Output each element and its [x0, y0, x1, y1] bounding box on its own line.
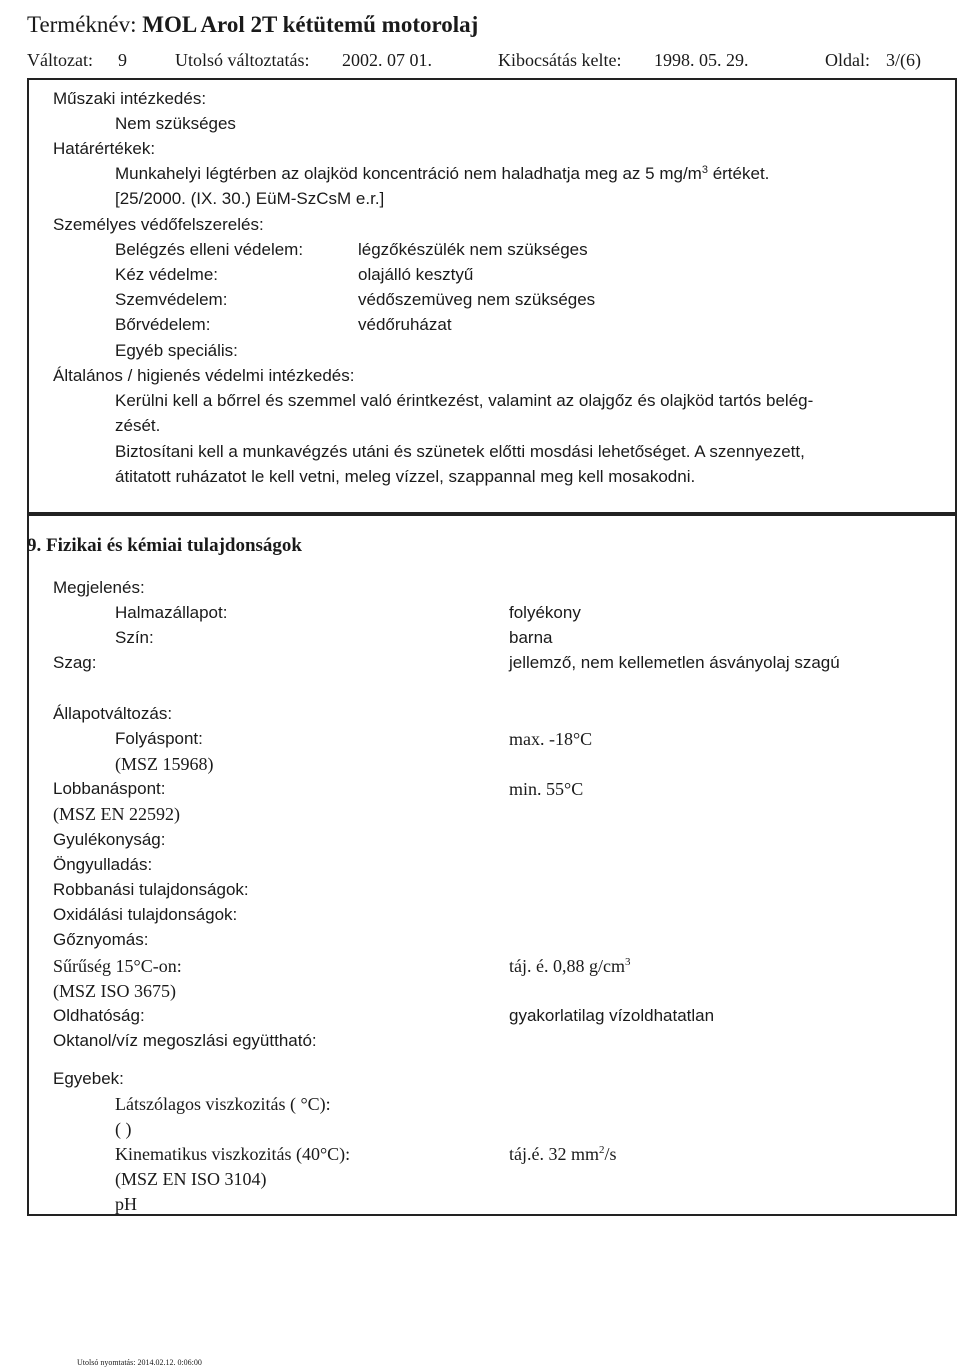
ppe-skin-value: védőruházat — [358, 315, 452, 334]
hygiene-line-4: átitatott ruházatot le kell vetni, meleg vízzel, szappannal meg kell mosakodni. — [115, 467, 696, 486]
issue-date-value: 1998. 05. 29. — [654, 50, 749, 70]
ppe-other-label: Egyéb speciális: — [115, 341, 238, 360]
ppe-eye-label: Szemvédelem: — [115, 290, 228, 309]
vapor-pressure-label: Gőznyomás: — [53, 930, 149, 949]
appearance-label: Megjelenés: — [53, 578, 145, 597]
ppe-skin-label: Bőrvédelem: — [115, 315, 211, 334]
ppe-eye-value: védőszemüveg nem szükséges — [358, 290, 596, 309]
density-unit-sup: 3 — [624, 956, 631, 968]
section9-title: 9. Fizikai és kémiai tulajdonságok — [27, 535, 302, 556]
limits-line-1-tail: értéket. — [707, 164, 770, 183]
kin-visc-value-tail: /s — [604, 1144, 617, 1164]
ppe-resp-value: légzőkészülék nem szükséges — [358, 240, 588, 259]
ppe-label: Személyes védőfelszerelés: — [53, 215, 264, 234]
tech-measures-label: Műszaki intézkedés: — [53, 89, 207, 108]
apparent-viscosity-paren: ( ) — [115, 1119, 132, 1139]
color-value: barna — [509, 628, 553, 647]
kin-visc-unit-sup: 2 — [598, 1144, 605, 1156]
pour-point-value: max. -18°C — [509, 729, 593, 749]
color-label: Szín: — [115, 628, 154, 647]
solubility-value: gyakorlatilag vízoldhatatlan — [509, 1006, 715, 1025]
kin-visc-value-text: táj.é. 32 mm — [509, 1144, 599, 1164]
explosive-label: Robbanási tulajdonságok: — [53, 880, 249, 899]
state-change-label: Állapotváltozás: — [53, 704, 173, 723]
hygiene-line-2: zését. — [115, 416, 161, 435]
kinematic-viscosity-value — [509, 1142, 617, 1167]
limits-line-2: [25/2000. (IX. 30.) EüM-SzCsM e.r.] — [115, 189, 385, 208]
last-printed: Utolsó nyomtatás: 2014.02.12. 0:06:00 — [77, 1358, 202, 1367]
apparent-viscosity-label: Látszólagos viszkozitás ( °C): — [115, 1094, 331, 1114]
density-value — [509, 954, 630, 979]
issue-date-label: Kibocsátás kelte: — [498, 50, 622, 70]
limits-label: Határértékek: — [53, 139, 156, 158]
odor-value: jellemző, nem kellemetlen ásványolaj szagú — [509, 653, 840, 672]
product-title-line — [27, 10, 478, 40]
pour-point-std: (MSZ 15968) — [115, 754, 214, 774]
partition-label: Oktanol/víz megoszlási együttható: — [53, 1031, 317, 1050]
other-label: Egyebek: — [53, 1069, 124, 1088]
pour-point-label: Folyáspont: — [115, 729, 203, 748]
last-change-value: 2002. 07 01. — [342, 50, 432, 70]
flammability-label: Gyulékonyság: — [53, 830, 166, 849]
oxidizing-label: Oxidálási tulajdonságok: — [53, 905, 238, 924]
page-number: 3/(6) — [886, 50, 921, 70]
last-change-label: Utolsó változtatás: — [175, 50, 310, 70]
density-value-text: táj. é. 0,88 g/cm — [509, 956, 625, 976]
product-name: MOL Arol 2T kétütemű motorolaj — [142, 12, 479, 37]
tech-measures-value: Nem szükséges — [115, 114, 236, 133]
flash-point-value: min. 55°C — [509, 779, 584, 799]
limits-unit-sup: 3 — [701, 164, 708, 176]
state-value: folyékony — [509, 603, 581, 622]
ppe-hand-label: Kéz védelme: — [115, 265, 218, 284]
product-label: Terméknév: — [27, 12, 137, 37]
version-value: 9 — [118, 50, 127, 70]
ppe-hand-value: olajálló kesztyű — [358, 265, 474, 284]
solubility-label: Oldhatóság: — [53, 1006, 145, 1025]
ph-label: pH — [115, 1194, 137, 1214]
flash-point-label: Lobbanáspont: — [53, 779, 166, 798]
hygiene-line-1: Kerülni kell a bőrrel és szemmel való érintkezést, valamint az olajgőz és olajköd tartós belég- — [115, 391, 814, 410]
hygiene-line-3: Biztosítani kell a munkavégzés utáni és szünetek előtti mosdási lehetőséget. A szennyezett, — [115, 442, 805, 461]
ppe-resp-label: Belégzés elleni védelem: — [115, 240, 304, 259]
autoignition-label: Öngyulladás: — [53, 855, 153, 874]
limits-line-1 — [115, 162, 769, 186]
hygiene-label: Általános / higienés védelmi intézkedés: — [53, 366, 355, 385]
state-label: Halmazállapot: — [115, 603, 228, 622]
flash-point-std: (MSZ EN 22592) — [53, 804, 180, 824]
density-std: (MSZ ISO 3675) — [53, 981, 177, 1001]
density-label: Sűrűség 15°C-on: — [53, 956, 182, 976]
limits-line-1-text: Munkahelyi légtérben az olajköd koncentráció nem haladhatja meg az 5 mg/m — [115, 164, 702, 183]
odor-label: Szag: — [53, 653, 97, 672]
kinematic-viscosity-label: Kinematikus viszkozitás (40°C): — [115, 1144, 351, 1164]
kinematic-viscosity-std: (MSZ EN ISO 3104) — [115, 1169, 267, 1189]
version-label: Változat: — [27, 50, 93, 70]
page-label: Oldal: — [825, 50, 870, 70]
